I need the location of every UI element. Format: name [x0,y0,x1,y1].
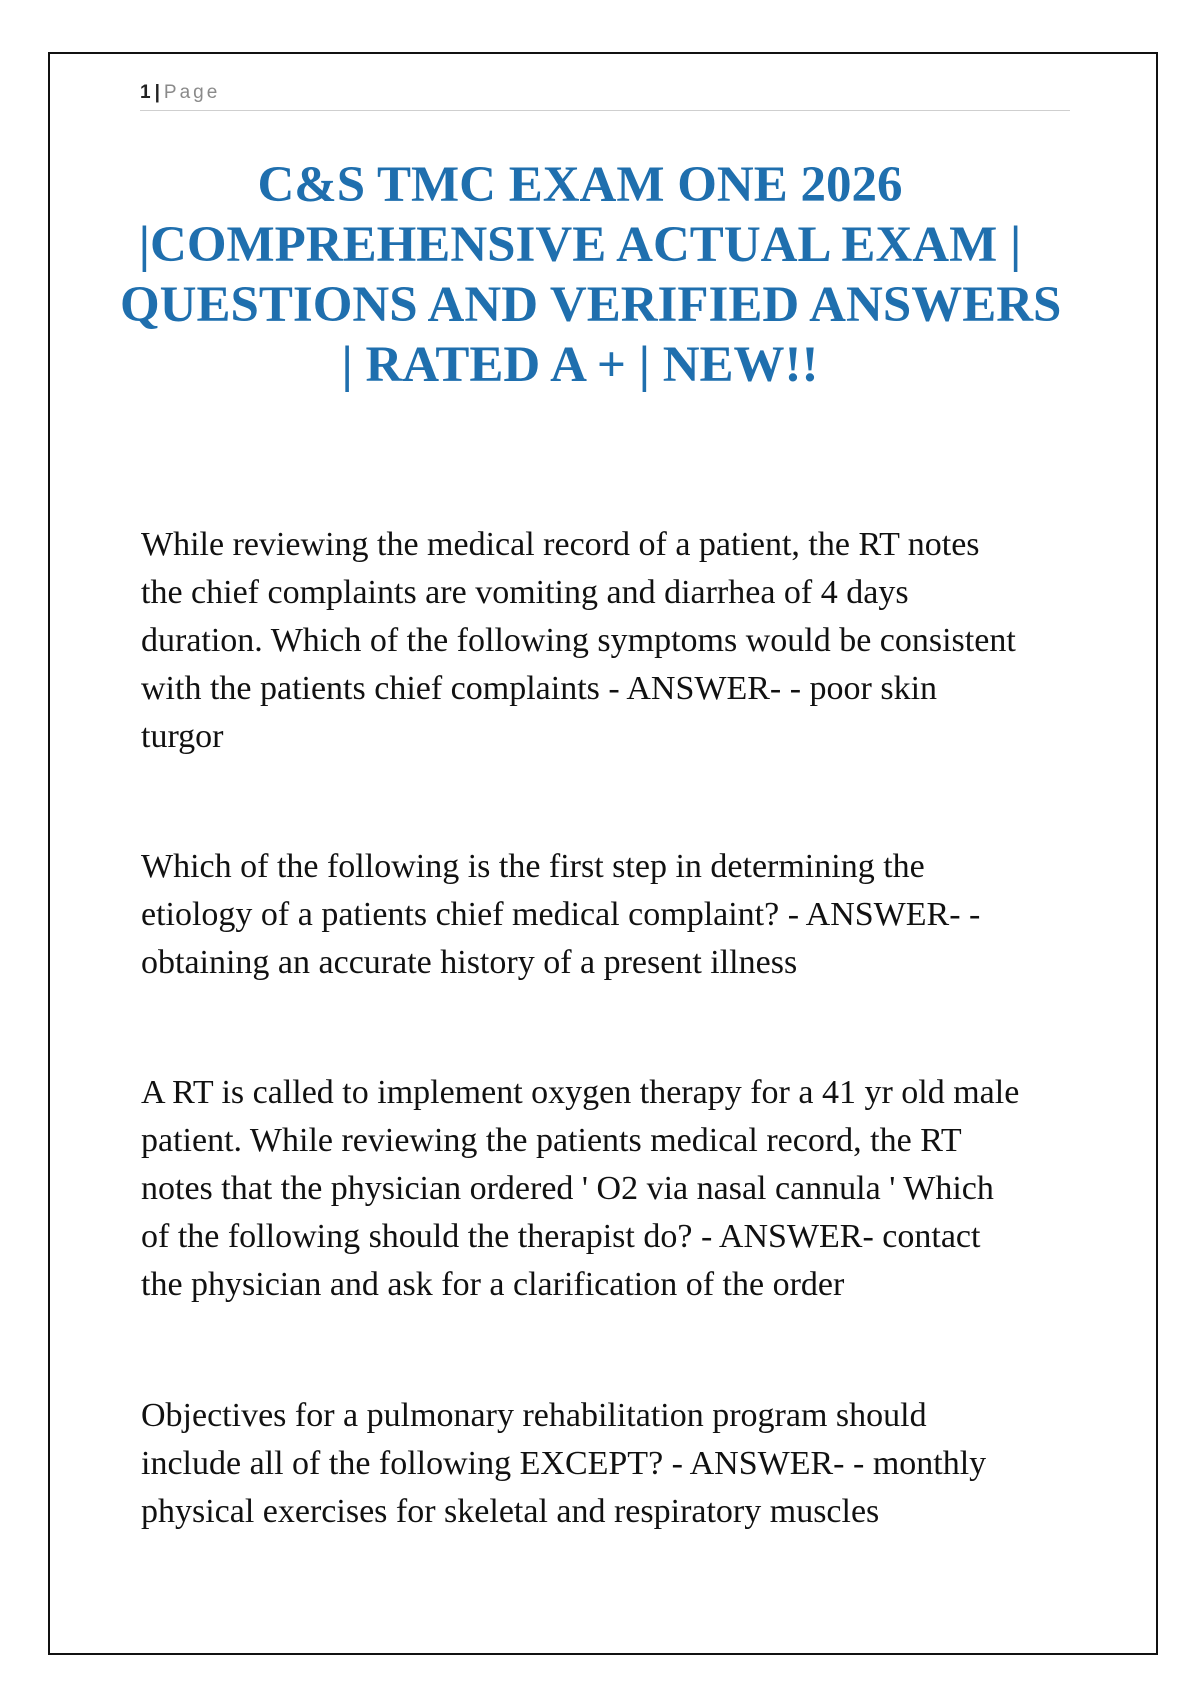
page-label: Page [163,82,221,103]
text-line: of the following should the therapist do? - ANSWER- contact [141,1218,981,1255]
title-line: | RATED A + | NEW!! [341,337,819,393]
text-line: obtaining an accurate history of a present illness [141,944,798,981]
page-header-separator: | [154,82,160,103]
text-line: Which of the following is the first step in determining the [141,848,925,885]
text-line: notes that the physician ordered ' O2 via nasal cannula ' Which [141,1170,994,1207]
text-line: etiology of a patients chief medical complaint? - ANSWER- - [141,896,981,933]
text-line: duration. Which of the following symptoms would be consistent [141,622,1016,659]
text-line: While reviewing the medical record of a patient, the RT notes [141,526,980,563]
title-line: QUESTIONS AND VERIFIED ANSWERS [120,277,1062,333]
title-line: C&S TMC EXAM ONE 2026 [257,157,903,213]
text-line: patient. While reviewing the patients medical record, the RT [141,1122,962,1159]
text-line: physical exercises for skeletal and respiratory muscles [141,1493,880,1530]
text-line: Objectives for a pulmonary rehabilitation program should [141,1397,927,1434]
text-line: the physician and ask for a clarification of the order [141,1266,845,1303]
question-answer-3 [141,1069,1071,1309]
page-header [140,80,1070,111]
text-line: A RT is called to implement oxygen therapy for a 41 yr old male [141,1074,1020,1111]
document-title [120,155,1062,395]
question-answer-1 [141,521,1071,761]
text-line: include all of the following EXCEPT? - ANSWER- - monthly [141,1445,987,1482]
page-number: 1 [140,82,151,103]
title-line: |COMPREHENSIVE ACTUAL EXAM | [138,217,1022,273]
question-answer-2 [141,843,1071,987]
text-line: the chief complaints are vomiting and diarrhea of 4 days [141,574,909,611]
text-line: turgor [141,718,224,755]
text-line: with the patients chief complaints - ANSWER- - poor skin [141,670,938,707]
question-answer-4 [141,1392,1071,1536]
